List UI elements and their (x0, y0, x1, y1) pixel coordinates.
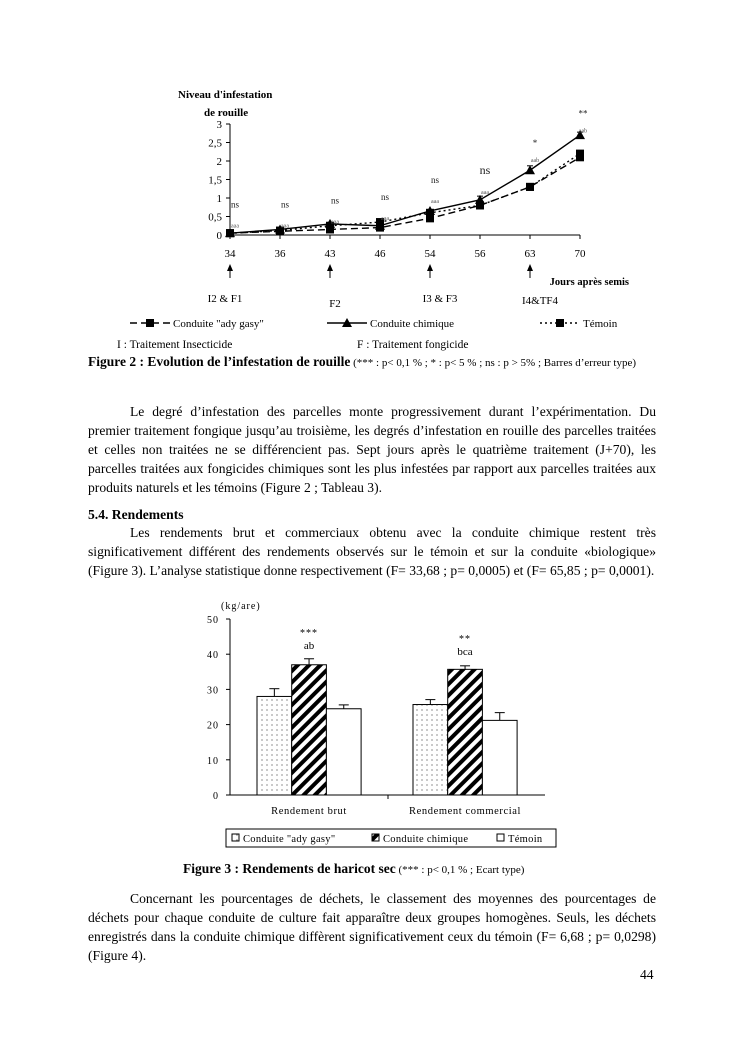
group-label: aaa (431, 199, 439, 206)
y-tick-label: 10 (207, 755, 219, 767)
legend-swatch (372, 834, 379, 841)
legend-label: Témoin (583, 318, 618, 330)
y-tick-label: 0 (216, 230, 222, 242)
x-tick-label: 56 (474, 248, 486, 260)
group-label: aaa (281, 223, 289, 230)
data-point-square (476, 201, 484, 209)
y-axis-label: de rouille (204, 107, 249, 119)
y-tick-label: 2 (216, 156, 222, 168)
significance-label: *** (300, 628, 319, 639)
y-tick-label: 50 (207, 615, 219, 626)
legend-swatch (232, 834, 239, 841)
series-line (230, 157, 580, 233)
figure-2-line-chart (0, 80, 744, 338)
group-label: aaa (231, 223, 239, 230)
bar (257, 696, 292, 795)
figure-3-caption (183, 860, 524, 878)
paragraph-2: Les rendements brut et commerciaux obtenu avec la conduite chimique restent très significativement différent des rendements observés sur le témoin et sur la conduite «biologique» (Figure 3). L’analyse statistique donne respectivement (F= 33,68 ; p= 0,0005) et (F= 65,85 ; p= 0,0001). (88, 525, 656, 578)
page-number: 44 (640, 967, 654, 982)
note-fongicide: F : Traitement fongicide (357, 339, 469, 351)
data-point-square (526, 183, 534, 191)
legend-label: Conduite chimique (370, 318, 455, 330)
group-label: aaa (331, 219, 339, 226)
y-tick-label: 1 (216, 193, 222, 205)
treatment-label: I3 & F3 (422, 293, 458, 305)
caption-legend: (*** : p< 0,1 % ; * : p< 5 % ; ns : p > 5% ; Barres d’erreur type) (350, 357, 636, 369)
x-tick-label: 46 (374, 248, 386, 260)
legend-label: Conduite "ady gasy" (173, 318, 264, 330)
significance-label: ** (578, 108, 588, 119)
bar (482, 720, 517, 795)
y-tick-label: 2,5 (208, 137, 222, 150)
significance-label: ns (230, 199, 240, 210)
paragraph-1: Le degré d’infestation des parcelles monte progressivement durant l’expérimentation. Du premier traitement fongique jusqu’au troisième, les degrés d’infestation en rouille des parcelles traitées et celles non traitées ne se différencient pas. Sept jours après le quatrième traitement (J+70), les parcelles traitées aux fongicides chimiques sont les plus infestées par rapport aux parcelles traitées aux produits naturels et les témoins (Figure 2 ; Tableau 3). (88, 404, 656, 495)
significance-label: ns (280, 199, 290, 210)
significance-label: ns (380, 191, 390, 202)
group-label: ab (303, 640, 315, 652)
x-tick-label: 70 (574, 248, 586, 260)
significance-label: ** (459, 634, 472, 645)
group-label: aab (530, 158, 540, 165)
category-label: Rendement brut (271, 806, 347, 817)
group-label: aaa (381, 215, 389, 222)
figure-2-caption (88, 354, 648, 371)
y-axis-unit: (kg/are) (221, 601, 261, 612)
bar (413, 705, 448, 795)
note-insecticide: I : Traitement Insecticide (117, 339, 233, 351)
significance-label: ns (479, 162, 491, 177)
y-tick-label: 30 (207, 685, 219, 697)
legend-marker (146, 319, 154, 327)
y-tick-label: 0 (213, 791, 219, 802)
legend-swatch (497, 834, 504, 841)
caption-legend: (*** : p< 0,1 % ; Ecart type) (395, 864, 525, 876)
y-tick-label: 3 (216, 119, 222, 131)
bar (292, 665, 327, 795)
group-label: bca (457, 646, 473, 658)
section-title: 5.4. Rendements (88, 507, 184, 522)
arrow-head-icon (427, 264, 433, 271)
significance-label: ns (330, 195, 340, 206)
caption-title: Figure 2 : Evolution de l’infestation de rouille (88, 354, 351, 369)
treatment-label: I4&TF4 (521, 295, 559, 307)
y-tick-label: 0,5 (208, 211, 222, 224)
treatment-label: F2 (329, 298, 341, 310)
category-label: Rendement commercial (409, 806, 522, 817)
legend-label: Témoin (508, 834, 543, 845)
x-tick-label: 34 (224, 248, 236, 260)
arrow-head-icon (527, 264, 533, 271)
x-tick-label: 43 (324, 248, 336, 260)
legend-marker (556, 319, 564, 327)
x-tick-label: 36 (274, 248, 286, 260)
caption-title: Figure 3 : Rendements de haricot sec (183, 861, 396, 876)
data-point-square (226, 229, 234, 237)
significance-label: ns (430, 175, 440, 186)
y-tick-label: 20 (207, 720, 219, 732)
data-point-square (576, 150, 584, 158)
x-axis-label: Jours après semis (549, 277, 629, 288)
bar (448, 669, 483, 795)
group-label: aaa (481, 189, 489, 196)
data-point-triangle (525, 165, 535, 174)
legend-label: Conduite "ady gasy" (243, 834, 336, 845)
treatment-label: I2 & F1 (207, 293, 243, 305)
data-point-square (426, 209, 434, 217)
x-tick-label: 54 (424, 248, 436, 260)
legend-label: Conduite chimique (383, 834, 469, 845)
figure-3-bar-chart (0, 598, 744, 858)
y-tick-label: 40 (207, 650, 219, 662)
bar (326, 709, 361, 795)
paragraph-3: Concernant les pourcentages de déchets, le classement des moyennes des pourcentages de déchets pour chaque conduite de culture fait apparaître deux groupes homogènes. Seuls, les déchets enregistrés dans la conduite chimique diffèrent significativement ceux du témoin (F= 6,68 ; p= 0,0298) (Figure 4). (88, 891, 656, 963)
significance-label: * (532, 138, 538, 149)
x-tick-label: 63 (524, 248, 536, 260)
group-label: aab (578, 128, 588, 135)
arrow-head-icon (227, 264, 233, 271)
y-tick-label: 1,5 (208, 174, 222, 187)
y-axis-label: Niveau d'infestation (178, 89, 273, 101)
arrow-head-icon (327, 264, 333, 271)
